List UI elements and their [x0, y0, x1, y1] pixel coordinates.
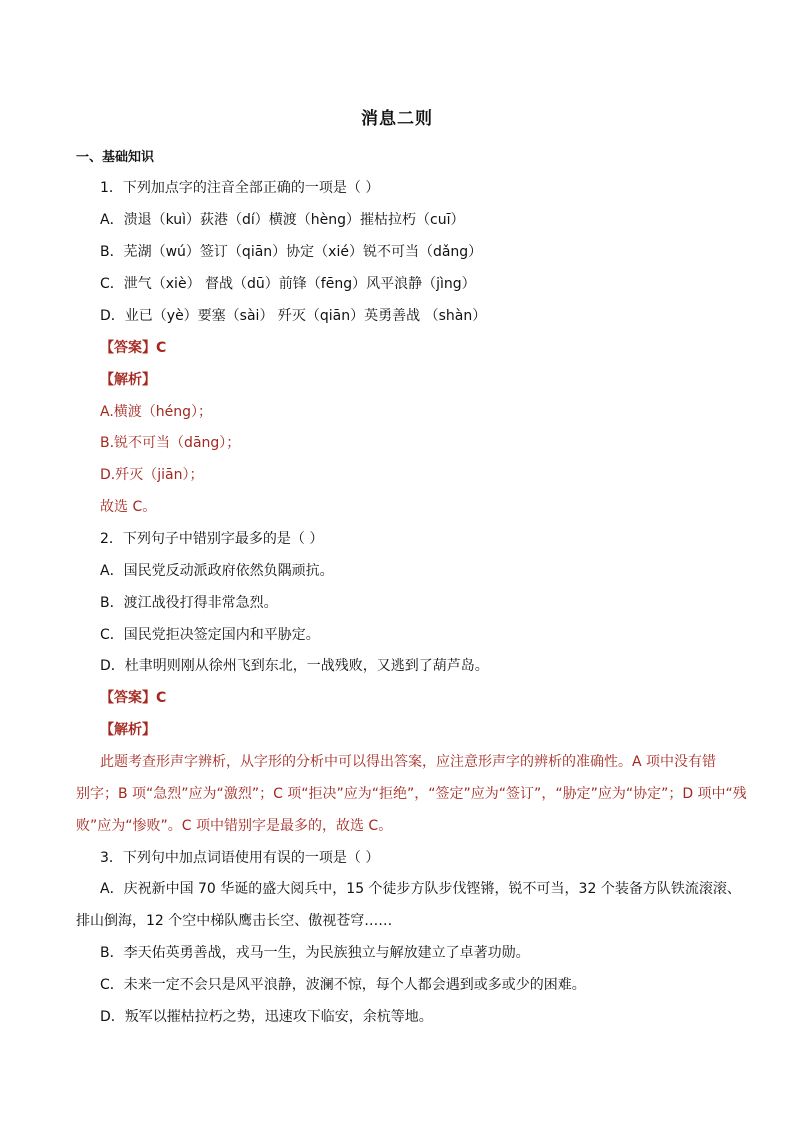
answer-value: C [156, 340, 167, 356]
section-heading: 一、基础知识 [76, 150, 155, 165]
question-1-analysis-line: B.锐不可当（dāng）； [100, 435, 241, 451]
question-1-option-a: A．溃退（kuì）荻港（dí）横渡（hèng）摧枯拉朽（cuī） [100, 212, 465, 228]
question-2-option-c: C．国民党拒决签定国内和平胁定。 [100, 627, 320, 643]
question-2-analysis-line: 此题考查形声字辨析，从字形的分析中可以得出答案，应注意形声字的辨析的准确性。A 项中没有错 [100, 754, 717, 770]
question-2-analysis-tag: 【解析】 [100, 722, 156, 738]
question-1-option-d: D．业已（yè）要塞（sài） 歼灭（qiān）英勇善战 （shàn） [100, 308, 487, 324]
answer-value: C [156, 690, 167, 706]
question-1-analysis-line: 故选 C。 [100, 499, 157, 515]
question-1-analysis-line: D.歼灭（jiān）； [100, 467, 204, 483]
question-3-stem: 3．下列句中加点词语使用有误的一项是（ ） [100, 850, 380, 866]
question-1-option-b: B．芜湖（wú）签订（qiān）协定（xié）锐不可当（dǎng） [100, 244, 483, 260]
question-3-option-a: A．庆祝新中国 70 华诞的盛大阅兵中，15 个徒步方队步伐铿锵，锐不可当，32 个装备方队铁流滚滚、 [100, 881, 741, 897]
answer-tag: 【答案】 [100, 340, 156, 356]
question-2-analysis-line: 败”应为“惨败”。C 项中错别字是最多的，故选 C。 [76, 818, 393, 834]
question-2-option-d: D．杜聿明则刚从徐州飞到东北，一战残败，又逃到了葫芦岛。 [100, 658, 489, 674]
question-3-option-c: C．未来一定不会只是风平浪静，波澜不惊，每个人都会遇到或多或少的困难。 [100, 977, 586, 993]
question-1-analysis-line: A.横渡（héng）； [100, 404, 213, 420]
question-1-analysis-tag: 【解析】 [100, 372, 156, 388]
page-title: 消息二则 [361, 109, 433, 129]
question-1-answer [100, 337, 166, 357]
question-2-analysis-line: 别字；B 项“急烈”应为“激烈”；C 项“拒决”应为“拒绝”，“签定”应为“签订”，“胁定”应为“协定”；D 项中“残 [76, 786, 747, 802]
question-3-option-d: D．叛军以摧枯拉朽之势，迅速攻下临安，余杭等地。 [100, 1009, 433, 1025]
question-2-option-a: A．国民党反动派政府依然负隅顽抗。 [100, 563, 334, 579]
question-2-answer [100, 687, 166, 707]
question-1-stem: 1．下列加点字的注音全部正确的一项是（ ） [100, 180, 380, 196]
question-1-option-c: C．泄气（xiè） 督战（dū）前锋（fēng）风平浪静（jìng） [100, 276, 476, 292]
answer-tag: 【答案】 [100, 690, 156, 706]
question-3-option-b: B．李天佑英勇善战，戎马一生，为民族独立与解放建立了卓著功勋。 [100, 945, 530, 961]
question-2-option-b: B．渡江战役打得非常急烈。 [100, 595, 278, 611]
question-2-stem: 2．下列句子中错别字最多的是（ ） [100, 531, 324, 547]
question-3-option-a-cont: 排山倒海，12 个空中梯队鹰击长空、傲视苍穹…… [76, 913, 393, 929]
